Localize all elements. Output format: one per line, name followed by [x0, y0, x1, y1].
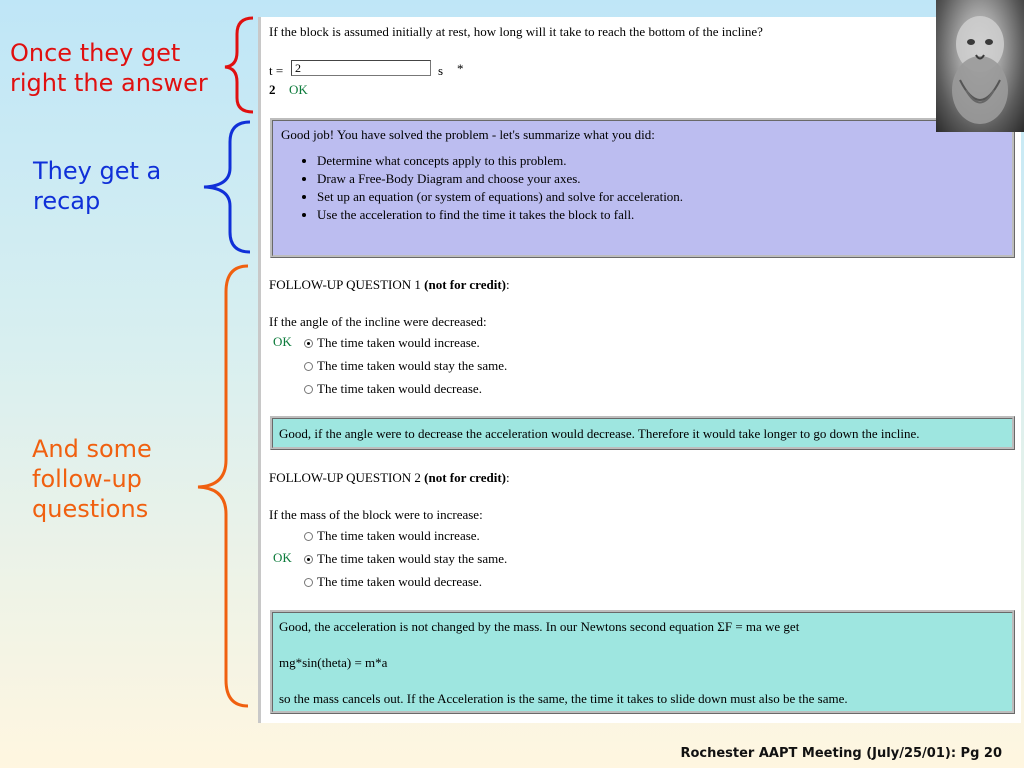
followup2-credit: (not for credit)	[424, 470, 506, 485]
radio-button[interactable]	[304, 362, 313, 371]
followup1-option-3[interactable]	[304, 381, 482, 397]
followup2-prompt: If the mass of the block were to increase:	[269, 507, 483, 522]
followup1-feedback-box	[270, 416, 1015, 450]
question-text: If the block is assumed initially at rest, how long will it take to reach the bottom of the incline?	[269, 24, 763, 39]
slide-footer: Rochester AAPT Meeting (July/25/01): Pg 20	[680, 746, 1002, 761]
followup1-credit: (not for credit)	[424, 277, 506, 292]
followup1-option-1[interactable]	[304, 335, 480, 351]
option-label: The time taken would stay the same.	[317, 551, 508, 566]
annotation-line: questions	[32, 495, 149, 523]
recap-list	[281, 153, 1004, 222]
followup2-feedback-line2: mg*sin(theta) = m*a	[279, 655, 388, 670]
followup2-feedback-box	[270, 610, 1015, 714]
recap-heading: Good job! You have solved the problem - let's summarize what you did:	[281, 127, 655, 142]
radio-button-selected[interactable]	[304, 555, 313, 564]
time-input[interactable]	[291, 60, 431, 76]
annotation-braces	[0, 0, 270, 768]
bust-graphic	[936, 0, 1024, 132]
followup2-title: FOLLOW-UP QUESTION 2	[269, 470, 421, 485]
radio-button-selected[interactable]	[304, 339, 313, 348]
followup2-feedback-line1: Good, the acceleration is not changed by the mass. In our Newtons second equation ΣF = ma we get	[279, 619, 800, 634]
list-item: • Use the acceleration to find the time it takes the block to fall.	[317, 207, 1004, 222]
required-asterisk: *	[457, 61, 464, 76]
list-item: • Determine what concepts apply to this problem.	[317, 153, 1004, 168]
annotation-line: follow-up	[32, 465, 142, 493]
followup1-title-line	[269, 277, 510, 293]
annotation-line: They get a	[33, 157, 162, 185]
option-label: The time taken would decrease.	[317, 574, 482, 589]
radio-button[interactable]	[304, 532, 313, 541]
list-item: • Set up an equation (or system of equations) and solve for acceleration.	[317, 189, 1004, 204]
brace-orange	[198, 266, 248, 706]
time-label: t =	[269, 63, 284, 78]
followup2-option-2[interactable]	[304, 551, 507, 567]
brace-blue	[204, 122, 250, 252]
unit-label: s	[438, 63, 444, 78]
followup2-feedback-line3: so the mass cancels out. If the Acceleration is the same, the time it takes to slide down must also be the same.	[279, 691, 848, 706]
followup1-prompt: If the angle of the incline were decreased:	[269, 314, 487, 329]
followup1-status: OK	[273, 334, 292, 349]
portrait-image	[936, 0, 1024, 132]
option-label: The time taken would decrease.	[317, 381, 482, 396]
followup2-title-line	[269, 470, 510, 486]
followup2-colon: :	[505, 470, 510, 485]
recap-box	[270, 118, 1015, 258]
list-item: • Draw a Free-Body Diagram and choose your axes.	[317, 171, 1004, 186]
radio-button[interactable]	[304, 578, 313, 587]
annotation-line: Once they get	[10, 39, 181, 67]
option-label: The time taken would increase.	[317, 335, 480, 350]
brace-red	[225, 18, 253, 112]
option-label: The time taken would increase.	[317, 528, 480, 543]
followup1-colon: :	[505, 277, 510, 292]
annotation-line: recap	[33, 187, 101, 215]
followup1-feedback: Good, if the angle were to decrease the acceleration would decrease. Therefore it would take longer to go down the incline.	[279, 426, 920, 441]
followup1-option-2[interactable]	[304, 358, 507, 374]
followup1-title: FOLLOW-UP QUESTION 1	[269, 277, 421, 292]
followup2-option-3[interactable]	[304, 574, 482, 590]
answer-status: OK	[289, 82, 308, 97]
browser-content	[258, 17, 1021, 723]
annotation-line: right the answer	[10, 69, 208, 97]
radio-button[interactable]	[304, 385, 313, 394]
option-label: The time taken would stay the same.	[317, 358, 508, 373]
answer-echo: 2	[269, 82, 276, 97]
annotation-line: And some	[32, 435, 152, 463]
followup2-status: OK	[273, 550, 292, 565]
followup2-option-1[interactable]	[304, 528, 480, 544]
